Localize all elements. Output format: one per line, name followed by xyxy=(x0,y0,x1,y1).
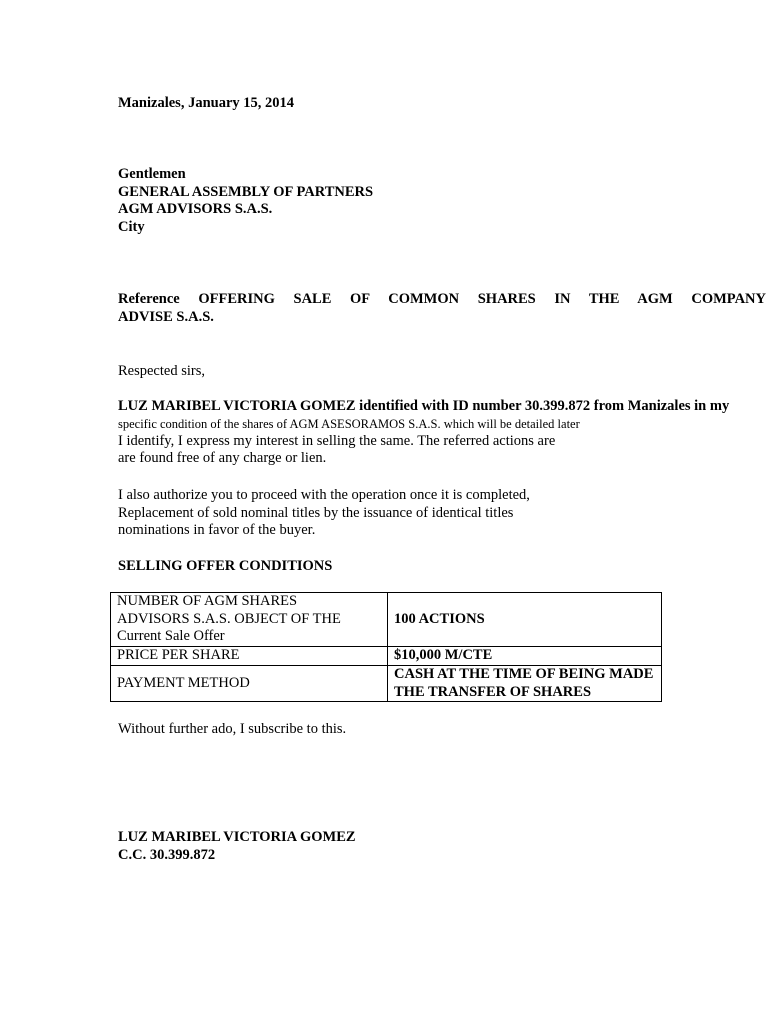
table-row xyxy=(111,593,662,647)
condition-value-line: CASH AT THE TIME OF BEING MADE xyxy=(394,666,654,682)
condition-label-line: PAYMENT METHOD xyxy=(117,674,250,691)
reference-block xyxy=(118,291,766,326)
body-line: are found free of any charge or lien. xyxy=(118,450,327,466)
condition-value xyxy=(388,593,662,647)
table-row xyxy=(111,666,662,702)
body-line: Replacement of sold nominal titles by the issuance of identical titles xyxy=(118,504,514,521)
condition-label-line: NUMBER OF AGM SHARES xyxy=(117,593,298,610)
addressee-line: AGM ADVISORS S.A.S. xyxy=(118,201,273,217)
body-line: specific condition of the shares of AGM ASESORAMOS S.A.S. which will be detailed later xyxy=(118,416,580,431)
condition-value xyxy=(388,647,662,666)
body-line: I identify, I express my interest in selling the same. The referred actions are xyxy=(118,432,556,449)
conditions-table xyxy=(110,592,662,702)
body-line: nominations in favor of the buyer. xyxy=(118,522,316,538)
signature-block xyxy=(118,829,356,864)
body-paragraph-2 xyxy=(118,487,530,540)
condition-label xyxy=(111,666,388,702)
addressee-line: GENERAL ASSEMBLY OF PARTNERS xyxy=(118,183,374,200)
addressee-line: Gentlemen xyxy=(118,166,186,182)
condition-value-line: $10,000 M/CTE xyxy=(394,647,493,664)
conditions-heading: SELLING OFFER CONDITIONS xyxy=(118,558,333,574)
signature-name: LUZ MARIBEL VICTORIA GOMEZ xyxy=(118,829,356,845)
addressee-block xyxy=(118,166,373,236)
condition-label xyxy=(111,647,388,666)
date-line: Manizales, January 15, 2014 xyxy=(118,95,295,111)
body-line: LUZ MARIBEL VICTORIA GOMEZ identified with ID number 30.399.872 from Manizales in my xyxy=(118,398,730,414)
table-row xyxy=(111,647,662,666)
condition-value-line: 100 ACTIONS xyxy=(394,610,485,627)
condition-label-line: Current Sale Offer xyxy=(117,628,225,645)
condition-label-line: ADVISORS S.A.S. OBJECT OF THE xyxy=(117,610,341,627)
body-line: I also authorize you to proceed with the operation once it is completed, xyxy=(118,487,530,503)
condition-value xyxy=(388,666,662,702)
closing-line: Without further ado, I subscribe to this. xyxy=(118,721,347,737)
signature-id: C.C. 30.399.872 xyxy=(118,846,216,863)
condition-label-line: PRICE PER SHARE xyxy=(117,647,240,664)
condition-value-line: THE TRANSFER OF SHARES xyxy=(394,683,592,700)
body-paragraph-1 xyxy=(118,398,729,468)
salutation: Respected sirs, xyxy=(118,363,205,379)
condition-label xyxy=(111,593,388,647)
reference-line: ADVISE S.A.S. xyxy=(118,308,214,325)
addressee-line: City xyxy=(118,218,145,235)
reference-line: Reference OFFERING SALE OF COMMON SHARES IN THE AGM COMPANY xyxy=(118,291,766,307)
